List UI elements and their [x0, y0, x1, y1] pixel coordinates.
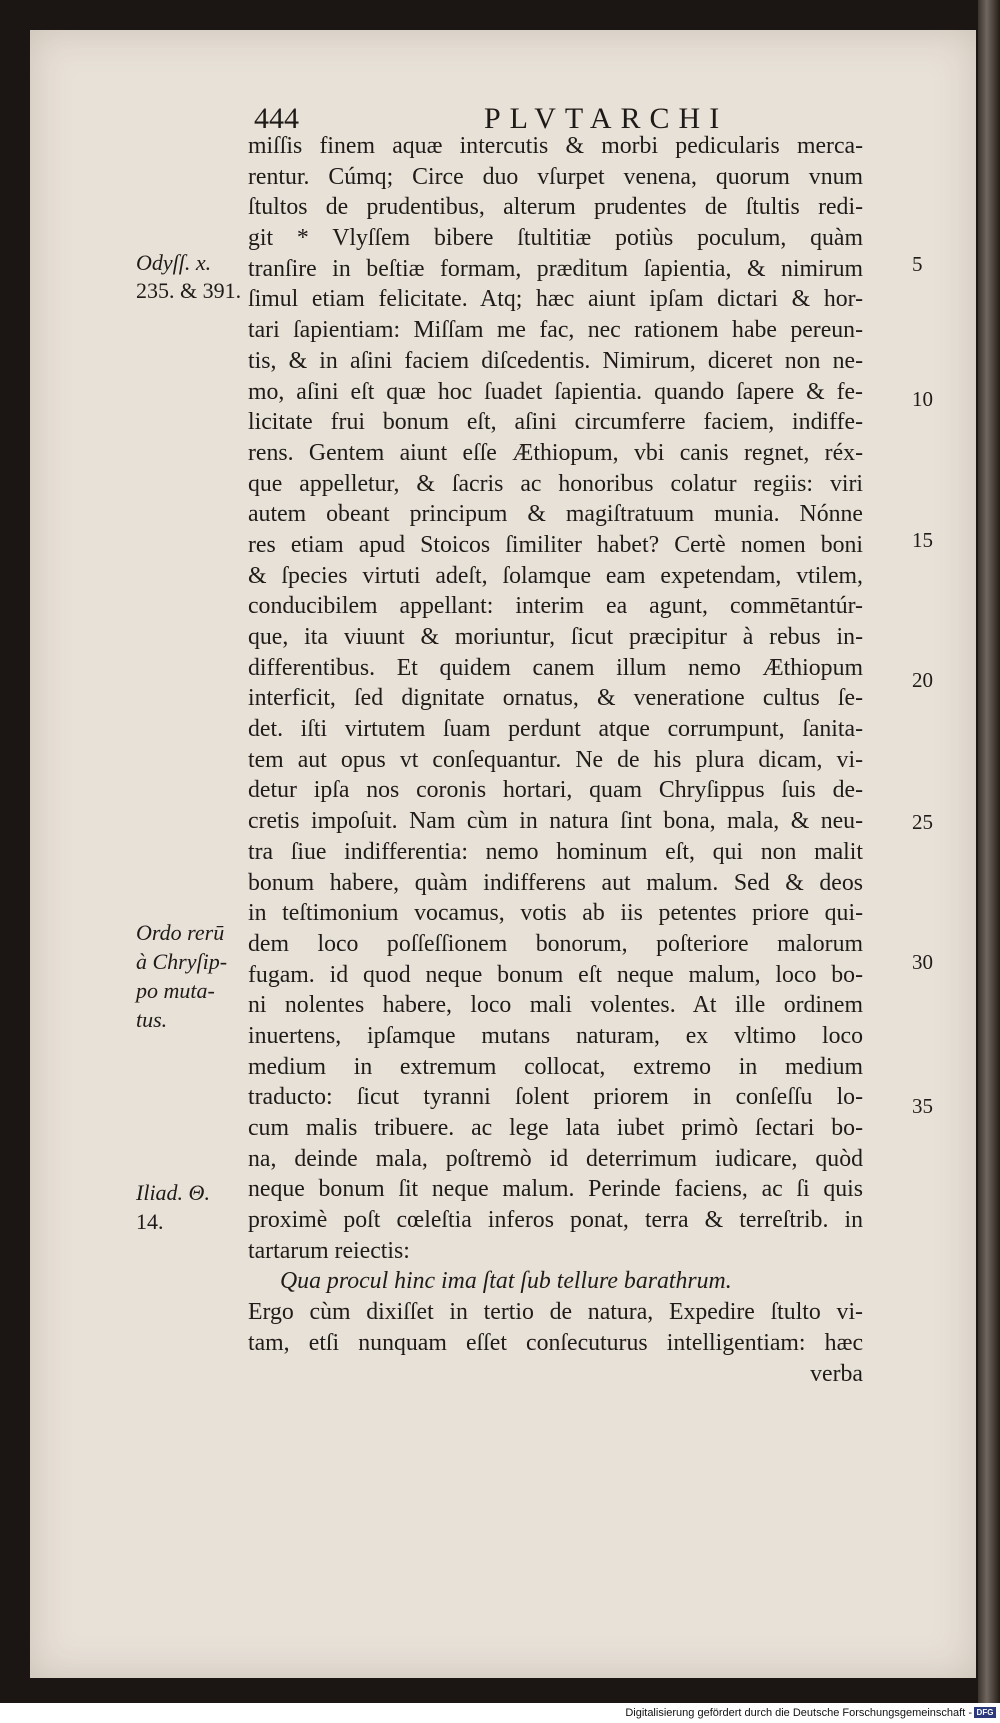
text-line: fugam. id quod neque bonum eſt neque malum, loco bo-: [248, 961, 863, 988]
line-number-30: 30: [912, 950, 933, 974]
line-number-20: 20: [912, 668, 933, 692]
text-line: inuertens, ipſamque mutans naturam, ex vltimo loco: [248, 1022, 863, 1049]
margin-note-odyssey-verses: 235. & 391.: [136, 278, 242, 303]
text-line: ni nolentes habere, loco mali volentes. At ille ordinem: [248, 992, 863, 1019]
text-line: bonum habere, quàm indifferens aut malum. Sed & deos: [248, 869, 863, 896]
text-line: cum malis tribuere. ac lege lata iubet primò ſectari bo-: [248, 1115, 863, 1141]
text-line: medium in extremum collocat, extremo in medium: [248, 1053, 863, 1080]
page-number: 444: [254, 102, 299, 135]
text-line: det. iſti virtutem ſuam perdunt atque corrumpunt, ſanita-: [248, 716, 863, 743]
text-line: licitate frui bonum eſt, aſini circumferre faciem, indiffe-: [248, 409, 863, 436]
text-line: in teſtimonium vocamus, votis ab iis petentes priore qui-: [248, 900, 863, 927]
margin-note-mutatus: po muta-: [136, 978, 215, 1003]
text-line: tem aut opus vt conſequantur. Ne de his plura dicam, vi-: [248, 746, 863, 773]
book-spine: [978, 0, 1000, 1703]
text-line: & ſpecies virtuti adeſt, ſolamque eam expetendam, vtilem,: [248, 562, 863, 589]
dfg-logo: DFG: [974, 1707, 996, 1718]
text-line: na, deinde mala, poſtremò id deterrimum iudicare, quòd: [248, 1145, 863, 1172]
text-line: traducto: ſicut tyranni ſolent priorem in conſeſſu lo-: [248, 1084, 863, 1111]
text-line: rens. Gentem aiunt eſſe Æthiopum, vbi canis regnet, réx-: [248, 439, 863, 466]
text-line: dem loco poſſeſſionem bonorum, poſteriore malorum: [248, 930, 863, 957]
text-line: ſtultos de prudentibus, alterum prudentes de ſtultis redi-: [248, 194, 863, 221]
line-number-10: 10: [912, 387, 933, 411]
text-line: tam, etſi nunquam eſſet conſecuturus intelligentiam: hæc: [248, 1329, 863, 1356]
text-line: cretis impoſuit. Nam cùm in natura ſint bona, mala, & neu-: [248, 808, 863, 835]
text-line: tari ſapientiam: Miſſam me fac, nec rationem habe pereun-: [248, 317, 863, 344]
margin-note-iliad: Iliad. Θ.: [136, 1180, 210, 1205]
text-line: mo, aſini eſt quæ hoc ſuadet ſapientia. quando ſapere & fe-: [248, 378, 863, 405]
text-line: ſimul etiam felicitate. Atq; hæc aiunt ipſam dictari & hor-: [248, 286, 863, 313]
running-head: PLVTARCHI: [484, 102, 729, 135]
text-line: Qua procul hinc ima ſtat ſub tellure barathrum.: [280, 1268, 732, 1295]
footer-credit: Digitalisierung gefördert durch die Deutsche Forschungsgemeinschaft -: [625, 1707, 972, 1719]
digitization-footer: [0, 1703, 1000, 1723]
text-line: git * Vlyſſem bibere ſtultitiæ potiùs poculum, quàm: [248, 225, 863, 252]
text-line: conducibilem appellant: interim ea agunt, commētantúr-: [248, 593, 863, 620]
margin-note-tus: tus.: [136, 1007, 168, 1032]
text-line: tis, & in aſini faciem diſcedentis. Nimirum, diceret non ne-: [248, 347, 863, 374]
text-line: detur ipſa nos coronis hortari, quam Chryſippus ſuis de-: [248, 777, 863, 804]
body-text: [248, 131, 863, 1389]
text-line: neque bonum ſit neque malum. Perinde faciens, ac ſi quis: [248, 1176, 863, 1203]
text-line: Ergo cùm dixiſſet in tertio de natura, Expedire ſtulto vi-: [248, 1299, 863, 1326]
margin-note-odyssey: Odyſſ. x.: [136, 250, 212, 275]
text-line: differentibus. Et quidem canem illum nemo Æthiopum: [248, 654, 863, 681]
margin-note-chrysippo: à Chryſip-: [136, 949, 228, 974]
text-line: miſſis finem aquæ intercutis & morbi pedicularis merca-: [248, 133, 863, 159]
text-line: tra ſiue indifferentia: nemo hominum eſt, qui non malit: [248, 838, 863, 865]
text-line: proximè poſt cœleſtia inferos ponat, terra & terreſtrib. in: [248, 1207, 863, 1234]
text-line: que, ita viuunt & moriuntur, ſicut præcipitur à rebus in-: [248, 624, 863, 650]
margin-note-iliad-verse: 14.: [136, 1209, 164, 1234]
text-line: autem obeant principum & magiſtratuum munia. Nónne: [248, 501, 863, 528]
text-line: tartarum reiectis:: [248, 1237, 410, 1264]
text-line: interficit, ſed dignitate ornatus, & veneratione cultus ſe-: [248, 685, 863, 712]
text-line: res etiam apud Stoicos ſimiliter habet? Certè nomen boni: [248, 531, 863, 558]
text-line: que appelletur, & ſacris ac honoribus colatur regiis: viri: [248, 470, 863, 497]
line-number-35: 35: [912, 1094, 933, 1118]
line-number-25: 25: [912, 810, 933, 834]
line-number-15: 15: [912, 528, 933, 552]
text-line: rentur. Cúmq; Circe duo vſurpet venena, quorum vnum: [248, 163, 863, 190]
line-number-5: 5: [912, 252, 923, 276]
margin-note-ordo: Ordo rerū: [136, 920, 225, 945]
text-line: verba: [810, 1360, 863, 1387]
text-line: tranſire in beſtiæ formam, præditum ſapientia, & nimirum: [248, 255, 863, 282]
